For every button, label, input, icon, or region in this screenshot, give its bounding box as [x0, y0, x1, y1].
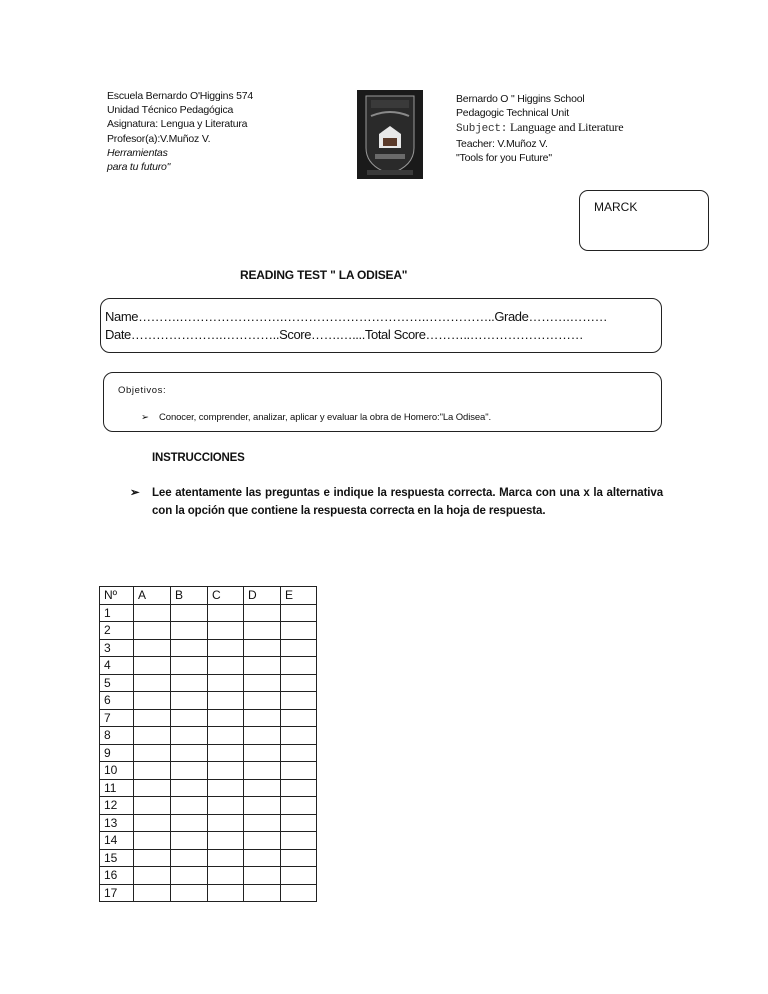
answer-cell-a[interactable] — [134, 744, 171, 762]
answer-cell-e[interactable] — [281, 692, 317, 710]
column-header-a: A — [134, 587, 171, 605]
unit-name-es: Unidad Técnico Pedagógica — [107, 104, 234, 117]
question-number: 17 — [100, 884, 134, 902]
arrow-bullet-icon: ➢ — [130, 487, 140, 499]
question-number: 16 — [100, 867, 134, 885]
answer-cell-a[interactable] — [134, 814, 171, 832]
answer-cell-e[interactable] — [281, 797, 317, 815]
table-row — [100, 779, 317, 797]
answer-cell-e[interactable] — [281, 639, 317, 657]
answer-cell-a[interactable] — [134, 604, 171, 622]
answer-cell-e[interactable] — [281, 814, 317, 832]
answer-cell-a[interactable] — [134, 884, 171, 902]
answer-cell-d[interactable] — [244, 779, 281, 797]
answer-cell-b[interactable] — [171, 814, 208, 832]
table-row — [100, 832, 317, 850]
answer-cell-a[interactable] — [134, 692, 171, 710]
teacher-es: Profesor(a):V.Muñoz V. — [107, 132, 211, 145]
answer-cell-c[interactable] — [208, 692, 244, 710]
column-header-b: B — [171, 587, 208, 605]
answer-cell-b[interactable] — [171, 884, 208, 902]
objectives-box — [103, 372, 662, 432]
answer-cell-c[interactable] — [208, 744, 244, 762]
subject-en — [456, 120, 623, 136]
answer-cell-c[interactable] — [208, 779, 244, 797]
answer-cell-e[interactable] — [281, 727, 317, 745]
question-number: 10 — [100, 762, 134, 780]
question-number: 12 — [100, 797, 134, 815]
table-row — [100, 884, 317, 902]
answer-cell-d[interactable] — [244, 657, 281, 675]
answer-cell-b[interactable] — [171, 779, 208, 797]
answer-cell-a[interactable] — [134, 709, 171, 727]
answer-cell-e[interactable] — [281, 832, 317, 850]
instructions-item — [130, 484, 663, 520]
answer-cell-e[interactable] — [281, 744, 317, 762]
answer-cell-d[interactable] — [244, 727, 281, 745]
table-row — [100, 622, 317, 640]
school-crest-logo — [357, 90, 423, 179]
answer-cell-e[interactable] — [281, 867, 317, 885]
question-number: 4 — [100, 657, 134, 675]
answer-cell-c[interactable] — [208, 832, 244, 850]
answer-cell-e[interactable] — [281, 709, 317, 727]
answer-cell-e[interactable] — [281, 762, 317, 780]
answer-cell-c[interactable] — [208, 674, 244, 692]
answer-cell-e[interactable] — [281, 622, 317, 640]
answer-cell-b[interactable] — [171, 762, 208, 780]
answer-cell-c[interactable] — [208, 639, 244, 657]
answer-cell-a[interactable] — [134, 622, 171, 640]
arrow-bullet-icon: ➢ — [141, 412, 149, 423]
answer-cell-d[interactable] — [244, 849, 281, 867]
answer-cell-d[interactable] — [244, 762, 281, 780]
objectives-label: Objetivos: — [118, 385, 167, 396]
column-header-number: Nº — [100, 587, 134, 605]
answer-cell-a[interactable] — [134, 849, 171, 867]
question-number: 5 — [100, 674, 134, 692]
answer-cell-b[interactable] — [171, 709, 208, 727]
header-left-block — [107, 89, 253, 174]
answer-cell-b[interactable] — [171, 622, 208, 640]
answer-cell-c[interactable] — [208, 797, 244, 815]
name-grade-field[interactable]: Name……….…………………….…………………………….……………..Grade……….……… — [105, 309, 608, 324]
column-header-e: E — [281, 587, 317, 605]
table-row — [100, 674, 317, 692]
answer-cell-e[interactable] — [281, 779, 317, 797]
question-number: 7 — [100, 709, 134, 727]
answer-cell-b[interactable] — [171, 657, 208, 675]
answer-sheet-table — [99, 586, 317, 902]
question-number: 2 — [100, 622, 134, 640]
objective-text: Conocer, comprender, analizar, aplicar y evaluar la obra de Homero:"La Odisea". — [159, 412, 492, 423]
answer-cell-e[interactable] — [281, 674, 317, 692]
test-title: READING TEST " LA ODISEA" — [240, 268, 408, 282]
answer-cell-a[interactable] — [134, 639, 171, 657]
subject-en-label: Subject: — [456, 123, 508, 136]
column-header-d: D — [244, 587, 281, 605]
answer-cell-e[interactable] — [281, 657, 317, 675]
question-number: 6 — [100, 692, 134, 710]
answer-cell-e[interactable] — [281, 884, 317, 902]
answer-cell-c[interactable] — [208, 867, 244, 885]
answer-cell-b[interactable] — [171, 674, 208, 692]
answer-sheet-header-row — [100, 587, 317, 605]
answer-cell-c[interactable] — [208, 849, 244, 867]
answer-cell-d[interactable] — [244, 639, 281, 657]
question-number: 13 — [100, 814, 134, 832]
answer-cell-d[interactable] — [244, 709, 281, 727]
answer-cell-b[interactable] — [171, 604, 208, 622]
student-info-box — [100, 298, 662, 353]
table-row — [100, 639, 317, 657]
answer-cell-d[interactable] — [244, 867, 281, 885]
answer-cell-b[interactable] — [171, 639, 208, 657]
answer-cell-a[interactable] — [134, 727, 171, 745]
header-right-block — [456, 92, 623, 165]
answer-cell-d[interactable] — [244, 832, 281, 850]
answer-cell-e[interactable] — [281, 849, 317, 867]
question-number: 3 — [100, 639, 134, 657]
table-row — [100, 604, 317, 622]
question-number: 15 — [100, 849, 134, 867]
motto-en: "Tools for you Future" — [456, 151, 552, 164]
answer-cell-a[interactable] — [134, 674, 171, 692]
answer-cell-c[interactable] — [208, 762, 244, 780]
subject-es: Asignatura: Lengua y Literatura — [107, 118, 248, 131]
answer-cell-d[interactable] — [244, 674, 281, 692]
answer-cell-c[interactable] — [208, 657, 244, 675]
answer-cell-c[interactable] — [208, 622, 244, 640]
answer-cell-b[interactable] — [171, 727, 208, 745]
instructions-text: Lee atentamente las preguntas e indique la respuesta correcta. Marca con una x la alternativa con la opción que contiene la respuesta correcta en la hoja de respuesta. — [152, 487, 663, 517]
question-number: 8 — [100, 727, 134, 745]
answer-cell-c[interactable] — [208, 727, 244, 745]
marck-label: MARCK — [594, 200, 638, 214]
unit-name-en: Pedagogic Technical Unit — [456, 107, 569, 120]
answer-cell-b[interactable] — [171, 692, 208, 710]
answer-cell-b[interactable] — [171, 867, 208, 885]
school-name-es: Escuela Bernardo O'Higgins 574 — [107, 90, 254, 102]
answer-cell-d[interactable] — [244, 797, 281, 815]
subject-en-value: Language and Literature — [507, 120, 624, 135]
answer-cell-e[interactable] — [281, 604, 317, 622]
answer-cell-b[interactable] — [171, 832, 208, 850]
table-row — [100, 797, 317, 815]
column-header-c: C — [208, 587, 244, 605]
table-row — [100, 692, 317, 710]
objective-item — [141, 412, 491, 423]
teacher-en: Teacher: V.Muñoz V. — [456, 137, 548, 150]
table-row — [100, 657, 317, 675]
answer-cell-d[interactable] — [244, 884, 281, 902]
instructions-title: INSTRUCCIONES — [152, 452, 245, 464]
answer-cell-d[interactable] — [244, 692, 281, 710]
answer-cell-d[interactable] — [244, 604, 281, 622]
table-row — [100, 709, 317, 727]
answer-cell-b[interactable] — [171, 744, 208, 762]
answer-cell-a[interactable] — [134, 762, 171, 780]
motto-es-line1: Herramientas — [107, 146, 168, 159]
answer-cell-a[interactable] — [134, 779, 171, 797]
school-name-en: Bernardo O " Higgins School — [456, 93, 585, 105]
table-row — [100, 762, 317, 780]
motto-es-line2: para tu futuro" — [107, 161, 171, 174]
table-row — [100, 744, 317, 762]
answer-cell-d[interactable] — [244, 622, 281, 640]
answer-cell-b[interactable] — [171, 797, 208, 815]
table-row — [100, 849, 317, 867]
answer-cell-a[interactable] — [134, 657, 171, 675]
table-row — [100, 727, 317, 745]
question-number: 14 — [100, 832, 134, 850]
question-number: 11 — [100, 779, 134, 797]
table-row — [100, 814, 317, 832]
question-number: 1 — [100, 604, 134, 622]
date-score-field[interactable]: Date………………….…………..Score…….…....Total Score………..……………………… — [105, 327, 584, 342]
answer-cell-c[interactable] — [208, 604, 244, 622]
answer-cell-b[interactable] — [171, 849, 208, 867]
answer-cell-c[interactable] — [208, 814, 244, 832]
table-row — [100, 867, 317, 885]
answer-cell-d[interactable] — [244, 814, 281, 832]
answer-cell-a[interactable] — [134, 797, 171, 815]
answer-cell-c[interactable] — [208, 884, 244, 902]
answer-cell-d[interactable] — [244, 744, 281, 762]
answer-cell-a[interactable] — [134, 832, 171, 850]
answer-cell-c[interactable] — [208, 709, 244, 727]
answer-cell-a[interactable] — [134, 867, 171, 885]
question-number: 9 — [100, 744, 134, 762]
